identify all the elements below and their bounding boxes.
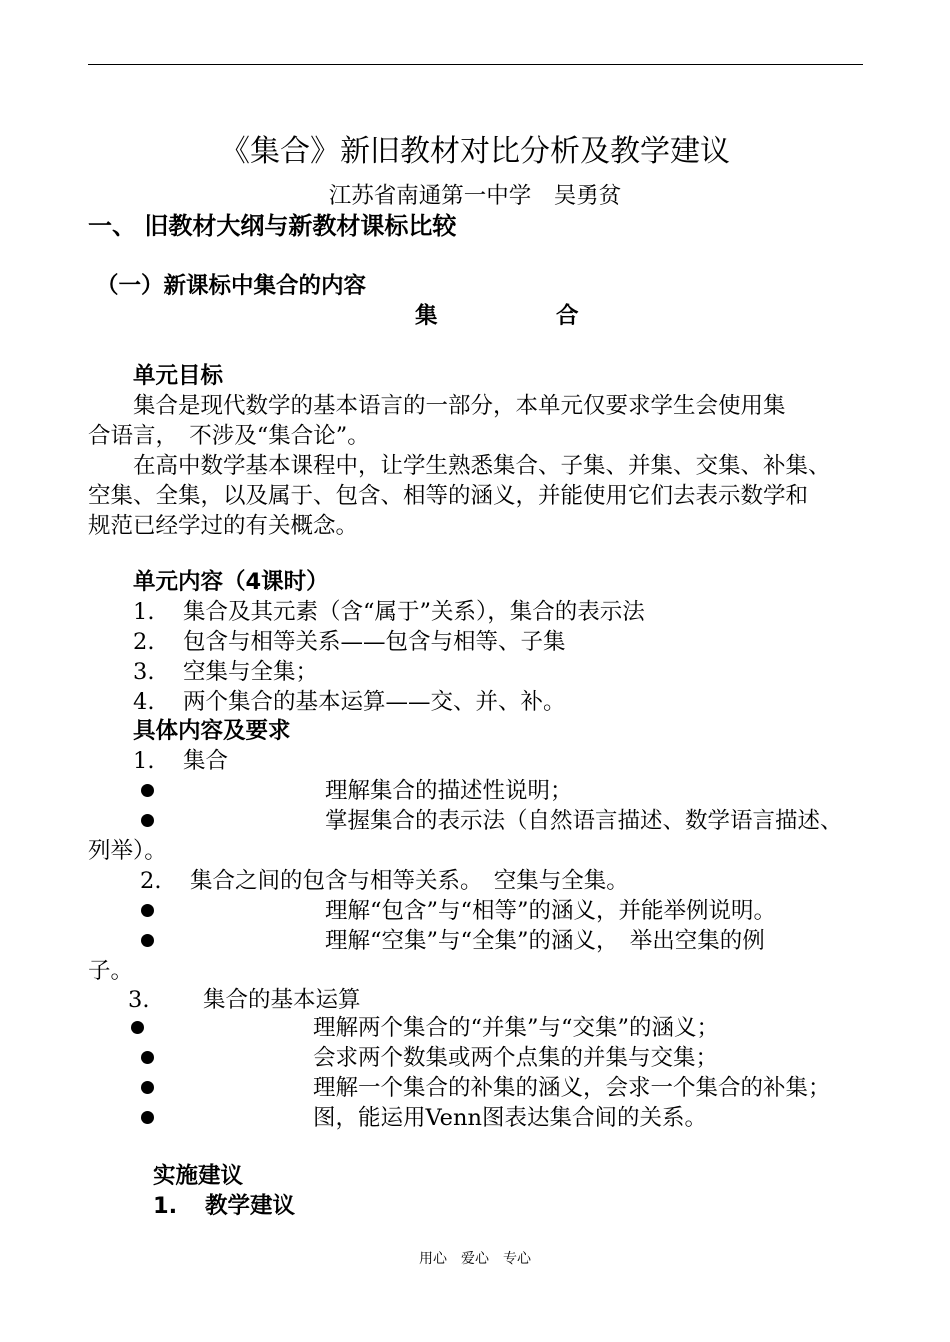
page-footer: 用心 爱心 专心 bbox=[419, 1251, 531, 1267]
req-group-2-bullet-2-line2: 子。 bbox=[88, 958, 134, 984]
section-heading-1: 一、 旧教材大纲与新教材课标比较 bbox=[88, 212, 457, 240]
unit-goal-para1-line2: 合语言， 不涉及“集合论”。 bbox=[88, 423, 370, 449]
document-title: 《集合》新旧教材对比分析及教学建议 bbox=[220, 134, 730, 169]
req-group-3-title: 集合的基本运算 bbox=[203, 987, 361, 1013]
bullet-icon bbox=[141, 1081, 154, 1094]
unit-content-heading: 单元内容（4课时） bbox=[133, 569, 329, 595]
unit-content-item-4: 两个集合的基本运算——交、并、补。 bbox=[183, 689, 566, 715]
implementation-sub-heading: 教学建议 bbox=[205, 1193, 296, 1219]
req-group-2-title: 集合之间的包含与相等关系。 空集与全集。 bbox=[190, 868, 629, 894]
center-heading-left: 集 bbox=[415, 303, 438, 329]
unit-content-item-1-num: 1. bbox=[133, 599, 155, 625]
implementation-heading: 实施建议 bbox=[153, 1163, 244, 1189]
bullet-icon bbox=[141, 784, 154, 797]
unit-goal-para1-line1: 集合是现代数学的基本语言的一部分，本单元仅要求学生会使用集 bbox=[133, 393, 786, 419]
unit-content-item-2: 包含与相等关系——包含与相等、子集 bbox=[183, 629, 566, 655]
bullet-icon bbox=[141, 934, 154, 947]
unit-goal-para2-line2: 空集、全集，以及属于、包含、相等的涵义，并能使用它们去表示数学和 bbox=[88, 483, 809, 509]
requirements-heading: 具体内容及要求 bbox=[133, 718, 291, 744]
unit-content-item-3-num: 3. bbox=[133, 659, 155, 685]
req-group-1-bullet-1: 理解集合的描述性说明； bbox=[325, 778, 573, 804]
bullet-icon bbox=[141, 1051, 154, 1064]
bullet-icon bbox=[141, 1111, 154, 1124]
req-group-3-num: 3. bbox=[128, 987, 150, 1013]
req-group-2-num: 2. bbox=[140, 868, 162, 894]
req-group-2-bullet-2-line1: 理解“空集”与“全集”的涵义， 举出空集的例 bbox=[325, 928, 765, 954]
unit-goal-para2-line3: 规范已经学过的有关概念。 bbox=[88, 513, 359, 539]
unit-goal-heading: 单元目标 bbox=[133, 363, 224, 389]
implementation-sub-num: 1. bbox=[153, 1193, 178, 1219]
req-group-3-bullet-4: 图，能运用Venn图表达集合间的关系。 bbox=[313, 1105, 707, 1131]
center-heading-right: 合 bbox=[556, 303, 579, 329]
unit-content-item-4-num: 4. bbox=[133, 689, 155, 715]
req-group-1-title: 集合 bbox=[183, 748, 229, 774]
unit-content-item-2-num: 2. bbox=[133, 629, 155, 655]
unit-content-item-1: 集合及其元素（含“属于”关系），集合的表示法 bbox=[183, 599, 645, 625]
req-group-3-bullet-2: 会求两个数集或两个点集的并集与交集； bbox=[313, 1045, 719, 1071]
bullet-icon bbox=[141, 904, 154, 917]
author-line: 江苏省南通第一中学 吴勇贫 bbox=[328, 183, 622, 209]
req-group-1-bullet-2-line1: 掌握集合的表示法（自然语言描述、数学语言描述、 bbox=[325, 808, 843, 834]
req-group-3-bullet-3: 理解一个集合的补集的涵义，会求一个集合的补集； bbox=[313, 1075, 831, 1101]
req-group-3-bullet-1: 理解两个集合的“并集”与“交集”的涵义； bbox=[313, 1015, 720, 1041]
unit-goal-para2-line1: 在高中数学基本课程中，让学生熟悉集合、子集、并集、交集、补集、 bbox=[133, 453, 831, 479]
unit-content-item-3: 空集与全集； bbox=[183, 659, 319, 685]
subsection-heading-1: （一）新课标中集合的内容 bbox=[96, 273, 367, 299]
bullet-icon bbox=[131, 1021, 144, 1034]
bullet-icon bbox=[141, 814, 154, 827]
req-group-1-bullet-2-line2: 列举）。 bbox=[88, 838, 167, 864]
req-group-2-bullet-1: 理解“包含”与“相等”的涵义，并能举例说明。 bbox=[325, 898, 777, 924]
header-rule bbox=[88, 64, 863, 65]
req-group-1-num: 1. bbox=[133, 748, 155, 774]
